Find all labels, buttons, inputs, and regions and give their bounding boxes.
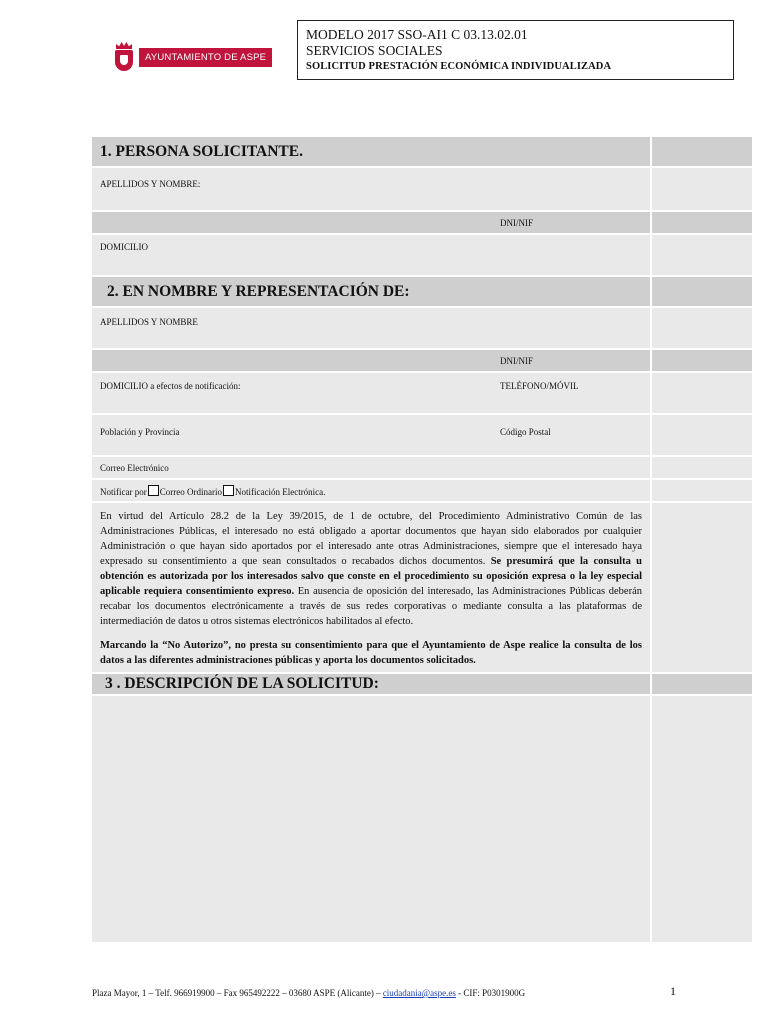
application-form: [92, 137, 752, 942]
legal-paragraph-1: En virtud del Artículo 28.2 de la Ley 39/2015, de 1 de octubre, del Procedimiento Administrativo Común de las Administraciones Públicas, el interesado no está obligado a aportar documentos que hayan sido elaborados por cualquier Administración o que hayan sido aportados por el interesado ante otras Administraciones, siempre que el interesado haya expresado su consentimiento a que sean consultados o recabados dichos documentos. Se presumirá que la consulta u obtención es autorizada por los interesados salvo que conste en el procedimiento su oposición expresa o la ley especial aplicable requiera consentimiento expreso. En ausencia de oposición del interesado, las Administraciones Públicas deberán recabar los documentos electrónicamente a través de sus redes corporativas o mediante consulta a las plataformas de intermediación de datos u otros sistemas electrónicos habilitados al efecto.: [100, 511, 642, 627]
legal-paragraph-2: Marcando la “No Autorizo”, no presta su consentimiento para que el Ayuntamiento de Aspe realice la consulta de los datos a las diferentes administraciones públicas y aporta los documentos solicitados.: [100, 640, 642, 666]
notify-prefix: Notificar por: [100, 487, 147, 497]
applicant-dni-row[interactable]: [92, 212, 752, 233]
notification-address-row[interactable]: [92, 373, 752, 413]
page-number: 1: [670, 984, 676, 998]
section-3-title: 3 . DESCRIPCIÓN DE LA SOLICITUD:: [92, 674, 650, 694]
form-model-box: [297, 20, 734, 80]
applicant-name-row[interactable]: [92, 168, 752, 210]
representative-name-row[interactable]: [92, 308, 752, 348]
coat-of-arms-icon: [113, 42, 135, 72]
representative-name-input-area[interactable]: [92, 350, 492, 371]
description-row[interactable]: [92, 696, 752, 942]
section-1-header: [92, 137, 752, 166]
legal-notice: [92, 503, 650, 672]
section-2-header: [92, 277, 752, 306]
description-textarea[interactable]: [92, 696, 650, 942]
email-row[interactable]: [92, 457, 752, 478]
applicant-name-input-area[interactable]: [92, 212, 492, 233]
representative-name-field[interactable]: APELLIDOS Y NOMBRE: [92, 308, 650, 348]
footer-address: Plaza Mayor, 1 – Telf. 966919900 – Fax 965492222 – 03680 ASPE (Alicante) – ciudadania@aspe.es - CIF: P0301900G: [92, 988, 526, 998]
phone-field[interactable]: TELÉFONO/MÓVIL: [500, 381, 579, 391]
electronic-notification-label: Notificación Electrónica.: [234, 487, 326, 497]
model-code: MODELO 2017 SSO-AI1 C 03.13.02.01: [306, 27, 528, 42]
representative-dni-row[interactable]: [92, 350, 752, 371]
postal-code-field[interactable]: Código Postal: [500, 427, 551, 437]
electronic-notification-checkbox[interactable]: [223, 485, 234, 496]
city-province-field[interactable]: Población y Provincia: [100, 427, 180, 437]
department-name: SERVICIOS SOCIALES: [306, 43, 443, 58]
applicant-name-field[interactable]: APELLIDOS Y NOMBRE:: [92, 168, 650, 210]
brand-name: AYUNTAMIENTO DE ASPE: [139, 48, 272, 67]
representative-dni-field[interactable]: DNI/NIF: [492, 350, 650, 371]
applicant-address-row[interactable]: [92, 235, 752, 275]
form-title: SOLICITUD PRESTACIÓN ECONÓMICA INDIVIDUALIZADA: [306, 61, 612, 72]
section-2-title: 2. EN NOMBRE Y REPRESENTACIÓN DE:: [92, 277, 650, 306]
notification-method-row: [92, 480, 752, 501]
applicant-dni-field[interactable]: DNI/NIF: [492, 212, 650, 233]
ayuntamiento-logo: [113, 42, 272, 72]
city-row[interactable]: [92, 415, 752, 455]
email-field[interactable]: Correo Electrónico: [100, 463, 169, 473]
notification-address-field[interactable]: DOMICILIO a efectos de notificación:: [100, 381, 241, 391]
ordinary-mail-checkbox[interactable]: [148, 485, 159, 496]
applicant-address-field[interactable]: DOMICILIO: [92, 235, 650, 275]
email-link[interactable]: ciudadania@aspe.es: [382, 988, 456, 998]
section-1-title: 1. PERSONA SOLICITANTE.: [92, 137, 650, 166]
ordinary-mail-label: Correo Ordinario: [159, 487, 222, 497]
legal-notice-row: [92, 503, 752, 672]
section-3-header: [92, 674, 752, 694]
